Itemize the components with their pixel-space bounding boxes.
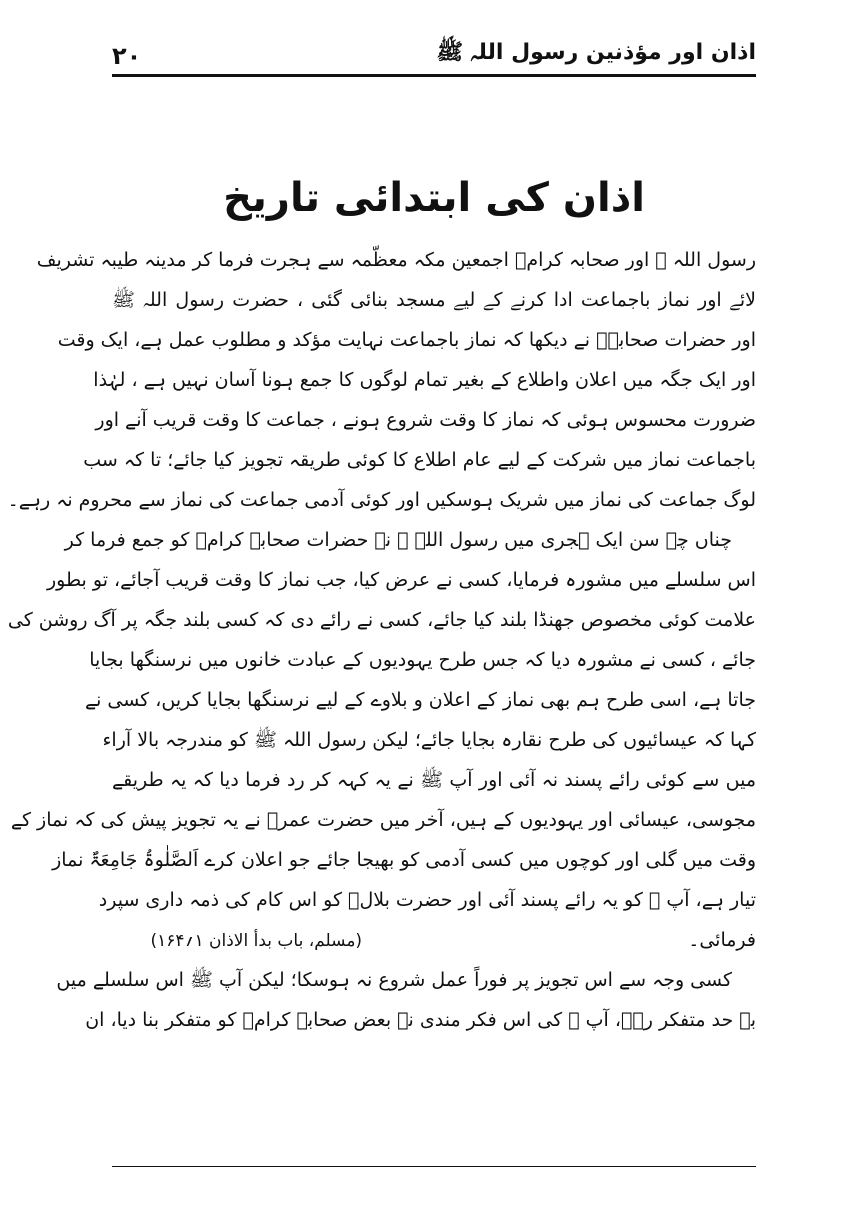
text-line: لوگ جماعت کی نماز میں شریک ہوسکیں اور کوئی آدمی جماعت کی نماز سے محروم نہ رہے۔ [7,489,756,511]
text-line: لائے اور نماز باجماعت ادا کرنے کے لیے مسجد بنائی گئی ، حضرت رسول اللہ ﷺ [112,289,756,311]
running-header-title: اذان اور مؤذنین رسول اللہ ﷺ [436,40,756,65]
paragraph-1 [7,240,756,520]
paragraph-3 [56,960,756,1040]
text-line: جاتا ہے، اسی طرح ہم بھی نماز کے اعلان و بلاوے کے لیے نرسنگھا بجایا کریں، کسی نے [84,689,756,711]
paragraph-2 [7,520,756,960]
text-line-with-citation [112,920,756,960]
text-line: چناں چہ سن ایک ہجری میں رسول اللہ ﷺ نے حضرات صحابہ کرامؓ کو جمع فرما کر [64,529,732,551]
text-line: تیار ہے، آپ ﷺ کو یہ رائے پسند آئی اور حضرت بلالؓ کو اس کام کی ذمہ داری سپرد [98,889,756,911]
running-header [112,30,756,77]
citation: (مسلم، باب بدأ الاذان ۱؍۱۶۴) [150,931,363,951]
text-line: اور ایک جگہ میں اعلان واطلاع کے بغیر تمام لوگوں کا جمع ہونا آسان نہیں ہے ، لہٰذا [93,369,756,391]
text-line: ضرورت محسوس ہوئی کہ نماز کا وقت شروع ہونے ، جماعت کا وقت قریب آنے اور [95,409,756,431]
text-line: بے حد متفکر رہے، آپ ﷺ کی اس فکر مندی نے بعض صحابہ کرامؓ کو متفکر بنا دیا، ان [85,1009,756,1031]
text-line: کسی وجہ سے اس تجویز پر فوراً عمل شروع نہ ہوسکا؛ لیکن آپ ﷺ اس سلسلے میں [56,969,732,991]
text-line: مجوسی، عیسائی اور یہودیوں کے ہیں، آخر میں حضرت عمرؓ نے یہ تجویز پیش کی کہ نماز کے [10,809,756,831]
text-line: اور حضرات صحابہؓ نے دیکھا کہ نماز باجماعت نہایت مؤکد و مطلوب عمل ہے، ایک وقت [57,329,756,351]
chapter-title: اذان کی ابتدائی تاریخ [223,174,645,221]
text-line: وقت میں گلی اور کوچوں میں کسی آدمی کو بھیجا جائے جو اعلان کرے اَلصَّلٰوۃُ جَامِعَۃٌ نماز [52,849,756,871]
page-number: ۲۰ [112,42,142,70]
text-line: رسول اللہ ﷺ اور صحابہ کرامؓ اجمعین مکہ معظّمہ سے ہجرت فرما کر مدینہ طیبہ تشریف [36,249,756,271]
text-line: کہا کہ عیسائیوں کی طرح نقارہ بجایا جائے؛ لیکن رسول اللہ ﷺ کو مندرجہ بالا آراء [102,729,756,751]
text-line: اس سلسلے میں مشورہ فرمایا، کسی نے عرض کیا، جب نماز کا وقت قریب آجائے، تو بطور [46,569,756,591]
footer-rule [112,1166,756,1167]
text-line: جائے ، کسی نے مشورہ دیا کہ جس طرح یہودیوں کے عبادت خانوں میں نرسنگھا بجایا [89,649,756,671]
text-line: باجماعت نماز میں شرکت کے لیے عام اطلاع کا کوئی طریقہ تجویز کیا جائے؛ تا کہ سب [83,449,756,471]
text-line: علامت کوئی مخصوص جھنڈا بلند کیا جائے، کسی نے رائے دی کہ کسی بلند جگہ پر آگ روشن کی [7,609,756,631]
text-line: میں سے کوئی رائے پسند نہ آئی اور آپ ﷺ نے یہ کہہ کر رد فرما دیا کہ یہ طریقے [112,769,756,791]
body-text [7,240,756,1040]
text-line-end: فرمائی۔ [688,929,756,951]
